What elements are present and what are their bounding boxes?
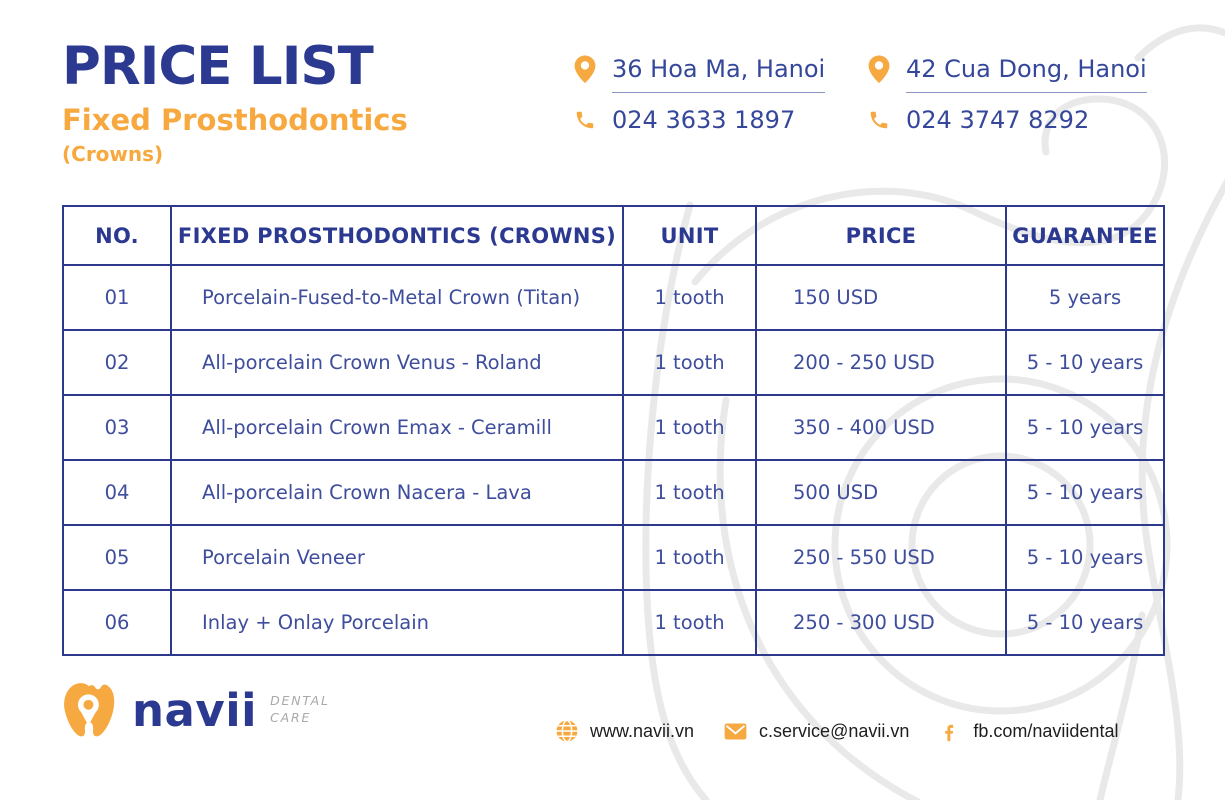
footer-links	[556, 720, 1118, 742]
envelope-icon	[724, 723, 747, 740]
table-row	[63, 525, 1164, 590]
logo-tagline: DENTAL CARE	[270, 693, 330, 725]
row-unit: 1 tooth	[623, 460, 756, 525]
row-no: 05	[63, 525, 171, 590]
phone-2: 024 3747 8292	[906, 106, 1090, 134]
address-2: 42 Cua Dong, Hanoi	[906, 55, 1147, 83]
row-no: 06	[63, 590, 171, 655]
header-item: FIXED PROSTHODONTICS (CROWNS)	[171, 206, 623, 265]
phone-1: 024 3633 1897	[612, 106, 796, 134]
website-label: www.navii.vn	[590, 720, 695, 741]
row-no: 01	[63, 265, 171, 330]
website-link	[556, 720, 694, 742]
page-title: PRICE LIST	[62, 36, 373, 97]
row-unit: 1 tooth	[623, 525, 756, 590]
tooth-pin-logo-icon	[60, 680, 118, 740]
table-row	[63, 395, 1164, 460]
location-pin-icon	[868, 55, 890, 84]
row-price: 200 - 250 USD	[756, 330, 1006, 395]
row-guarantee: 5 - 10 years	[1006, 395, 1164, 460]
row-no: 04	[63, 460, 171, 525]
title-block	[62, 38, 408, 166]
row-no: 03	[63, 395, 171, 460]
table-row	[63, 590, 1164, 655]
page-subtitle-note: (Crowns)	[62, 142, 164, 167]
row-guarantee: 5 - 10 years	[1006, 460, 1164, 525]
row-name: All-porcelain Crown Emax - Ceramill	[171, 395, 623, 460]
phone-icon	[574, 109, 596, 131]
table-row	[63, 265, 1164, 330]
row-guarantee: 5 - 10 years	[1006, 330, 1164, 395]
row-no: 02	[63, 330, 171, 395]
header-guarantee: GUARANTEE	[1006, 206, 1164, 265]
facebook-label: fb.com/naviidental	[973, 720, 1119, 741]
location-pin-icon	[574, 55, 596, 84]
row-guarantee: 5 years	[1006, 265, 1164, 330]
row-price: 150 USD	[756, 265, 1006, 330]
row-price: 250 - 300 USD	[756, 590, 1006, 655]
table-row	[63, 330, 1164, 395]
price-table	[62, 205, 1165, 656]
row-guarantee: 5 - 10 years	[1006, 590, 1164, 655]
table-header-row	[63, 206, 1164, 265]
contact-block-1	[574, 48, 825, 141]
row-name: All-porcelain Crown Venus - Roland	[171, 330, 623, 395]
phone-icon	[868, 109, 890, 131]
row-unit: 1 tooth	[623, 590, 756, 655]
row-price: 350 - 400 USD	[756, 395, 1006, 460]
header-unit: UNIT	[623, 206, 756, 265]
address-1: 36 Hoa Ma, Hanoi	[612, 55, 826, 83]
row-unit: 1 tooth	[623, 395, 756, 460]
row-name: All-porcelain Crown Nacera - Lava	[171, 460, 623, 525]
row-name: Porcelain Veneer	[171, 525, 623, 590]
row-unit: 1 tooth	[623, 265, 756, 330]
facebook-icon	[939, 720, 961, 742]
logo-wordmark: navii	[132, 683, 258, 737]
header-price: PRICE	[756, 206, 1006, 265]
contact-divider	[906, 92, 1147, 93]
row-guarantee: 5 - 10 years	[1006, 525, 1164, 590]
table-row	[63, 460, 1164, 525]
facebook-link	[939, 720, 1118, 742]
page-subtitle: Fixed Prosthodontics	[62, 103, 408, 138]
globe-icon	[556, 720, 578, 742]
email-link	[724, 721, 909, 742]
row-unit: 1 tooth	[623, 330, 756, 395]
row-name: Inlay + Onlay Porcelain	[171, 590, 623, 655]
row-price: 500 USD	[756, 460, 1006, 525]
contact-block-2	[868, 48, 1147, 141]
row-name: Porcelain-Fused-to-Metal Crown (Titan)	[171, 265, 623, 330]
navii-logo	[60, 680, 330, 740]
email-label: c.service@navii.vn	[759, 720, 910, 741]
row-price: 250 - 550 USD	[756, 525, 1006, 590]
contact-divider	[612, 92, 825, 93]
header-no: NO.	[63, 206, 171, 265]
